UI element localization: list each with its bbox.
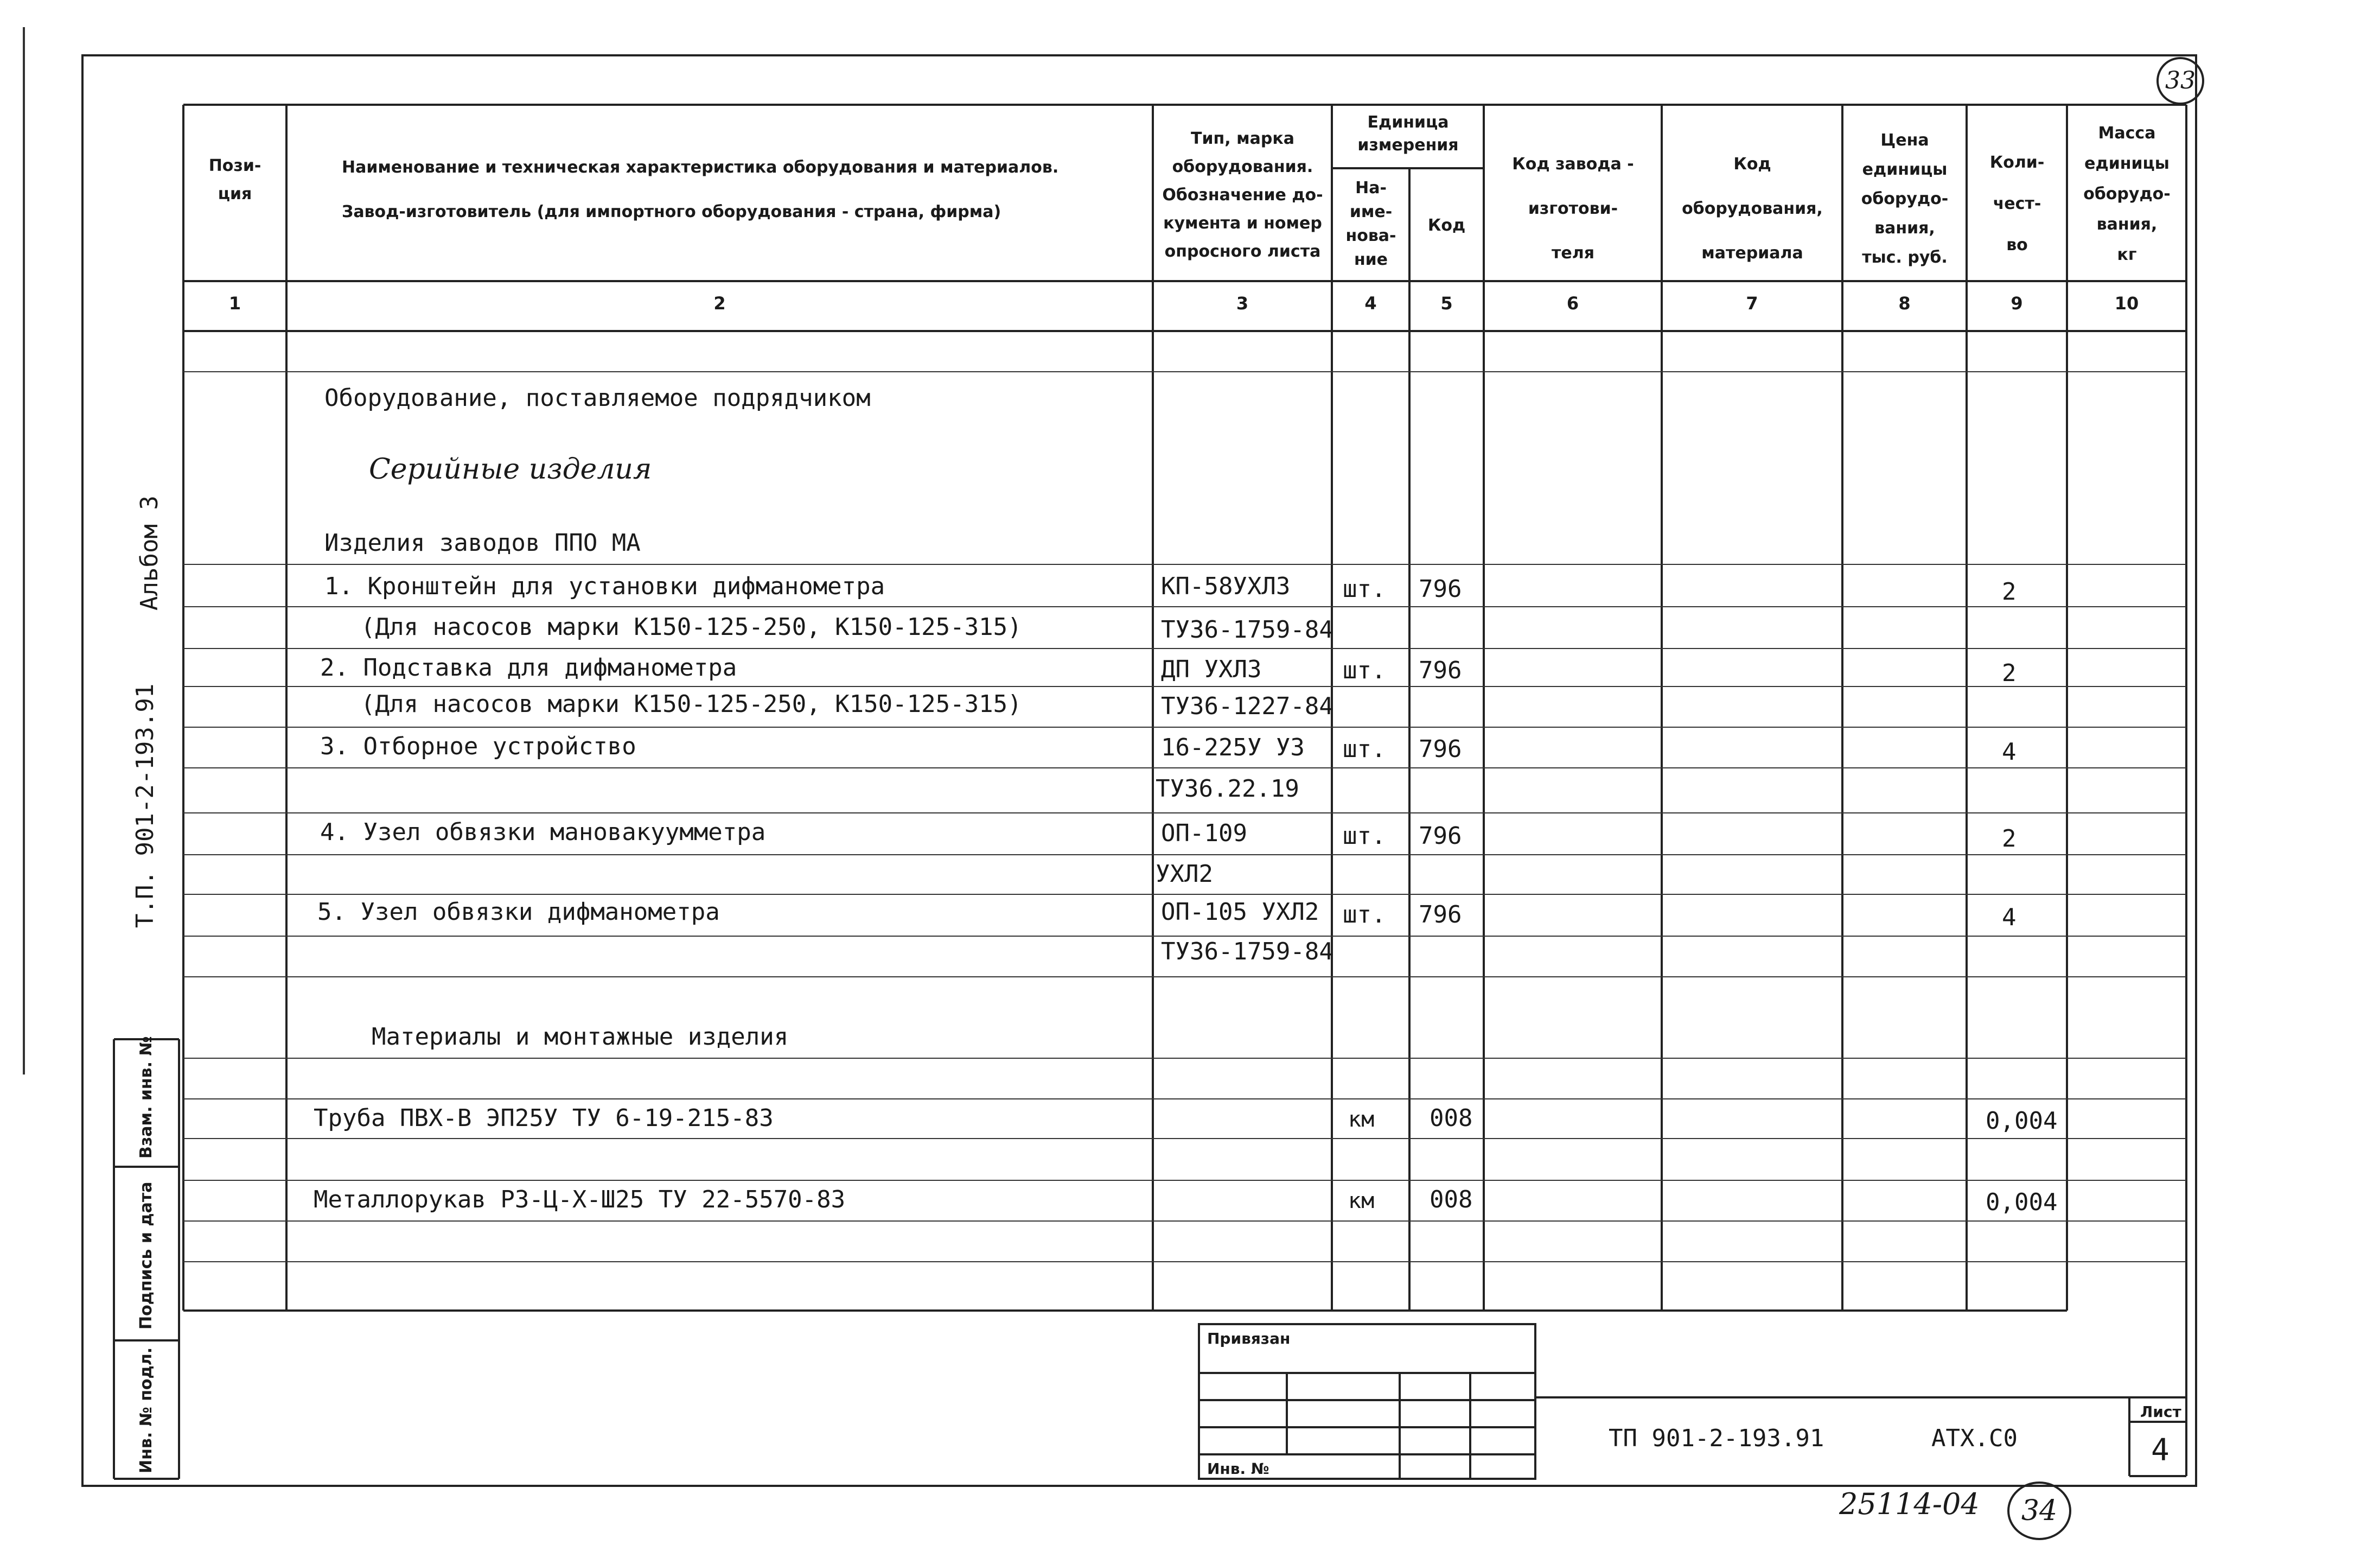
material-2-name: Металлорукав Р3-Ц-Х-Ш25 ТУ 22-5570-83 [314, 1186, 846, 1213]
material-2-unit: км [1348, 1188, 1375, 1213]
header-col7-line2: оборудования, [1682, 199, 1823, 218]
header-col7-line1: Код [1733, 155, 1771, 174]
side-vzam: Взам. инв. № [137, 1036, 156, 1159]
row-3-qty: 2 [2002, 659, 2017, 687]
row-5-qty: 4 [2002, 738, 2017, 766]
section-materials: Материалы и монтажные изделия [372, 1023, 789, 1051]
row-7-type: ОП-109 [1161, 819, 1247, 847]
colnum-1: 1 [228, 293, 241, 314]
row-5-name: 3. Отборное устройство [320, 733, 636, 760]
archive-number: 25114-04 [1839, 1487, 1980, 1521]
header-col10 [2069, 118, 2185, 270]
colnum-7: 7 [1746, 293, 1758, 314]
header-col1 [184, 152, 285, 208]
header-col8-line5: тыс. руб. [1862, 248, 1948, 267]
row-2-type: ТУ36-1759-84 [1161, 616, 1333, 644]
header-col6 [1485, 142, 1661, 276]
header-col6-line3: теля [1552, 244, 1594, 263]
header-col8-line4: вания, [1874, 219, 1935, 238]
header-col7 [1663, 142, 1841, 276]
row-1-name: 1. Кронштейн для установки дифманометра [324, 573, 885, 600]
row-7-unit: шт. [1343, 822, 1386, 850]
header-col10-line5: кг [2117, 245, 2137, 264]
header-col5: Код [1427, 216, 1466, 235]
header-units-line1: Единица [1367, 113, 1449, 132]
colnum-2: 2 [713, 293, 726, 314]
header-col4-line4: ние [1354, 250, 1388, 269]
header-col3 [1154, 125, 1331, 266]
row-1-type: КП-58УХЛ3 [1161, 573, 1291, 600]
material-1-name: Труба ПВХ-В ЭП25У ТУ 6-19-215-83 [314, 1104, 774, 1132]
stamp-privyazan: Привязан [1207, 1330, 1291, 1347]
header-col3-line2: оборудования. [1172, 157, 1313, 176]
colnum-3: 3 [1236, 293, 1249, 314]
colnum-5: 5 [1440, 293, 1453, 314]
header-col8 [1844, 126, 1966, 272]
stamp-inv-no: Инв. № [1207, 1460, 1269, 1478]
header-col2-line2: Завод-изготовитель (для импортного оборудования - страна, фирма) [342, 202, 1001, 221]
row-6-type: ТУ36.22.19 [1156, 775, 1299, 803]
stamp-sheet-label: Лист [2140, 1403, 2181, 1421]
header-col3-line3: Обозначение до- [1162, 186, 1323, 205]
header-col7-line3: материала [1701, 244, 1803, 263]
header-col8-line2: единицы [1862, 160, 1948, 179]
row-1-unit: шт. [1343, 575, 1386, 603]
row-7-code: 796 [1419, 822, 1462, 850]
row-9-type: ОП-105 УХЛ2 [1161, 898, 1319, 926]
header-col6-line2: изготови- [1528, 199, 1618, 218]
header-col6-line1: Код завода - [1512, 155, 1634, 174]
header-col9-line1: Коли- [1989, 153, 2045, 172]
row-9-name: 5. Узел обвязки дифманометра [317, 898, 720, 926]
header-col9 [1968, 142, 2066, 266]
row-3-code: 796 [1419, 657, 1462, 684]
header-col10-line3: оборудо- [2083, 185, 2171, 204]
row-4-type: ТУ36-1227-84 [1161, 692, 1333, 720]
colnum-10: 10 [2114, 293, 2139, 314]
row-2-name: (Для насосов марки К150-125-250, К150-125-315) [361, 613, 1022, 641]
header-units-group [1333, 111, 1483, 157]
header-col4-line1: На- [1355, 179, 1387, 198]
header-col4-line3: нова- [1345, 226, 1396, 245]
header-col10-line1: Масса [2098, 124, 2156, 143]
row-3-unit: шт. [1343, 657, 1386, 684]
row-4-name: (Для насосов марки К150-125-250, К150-125-315) [361, 690, 1022, 718]
material-1-code: 008 [1430, 1104, 1473, 1132]
material-2-code: 008 [1430, 1186, 1473, 1213]
page-number-top: 33 [2156, 57, 2204, 105]
material-2-qty: 0,004 [1986, 1188, 2058, 1216]
header-col2 [293, 145, 1199, 234]
colnum-9: 9 [2011, 293, 2023, 314]
material-1-qty: 0,004 [1986, 1107, 2058, 1135]
stamp-doc-code: ТП 901-2-193.91 [1609, 1425, 1824, 1452]
header-col4-line2: име- [1349, 202, 1393, 221]
header-col3-line1: Тип, марка [1191, 129, 1294, 148]
header-col3-line5: опросного листа [1164, 242, 1321, 261]
side-signature: Подпись и дата [137, 1181, 156, 1330]
header-col9-line3: во [2006, 236, 2028, 255]
row-1-code: 796 [1419, 575, 1462, 603]
header-col1-line2: ция [218, 185, 252, 204]
section-supplied: Оборудование, поставляемое подрядчиком [324, 384, 871, 412]
row-8-type: УХЛ2 [1156, 860, 1213, 888]
colnum-4: 4 [1364, 293, 1377, 314]
row-7-name: 4. Узел обвязки мановакуумметра [320, 818, 766, 846]
row-5-unit: шт. [1343, 735, 1386, 763]
row-9-code: 796 [1419, 901, 1462, 929]
header-units-line2: измерения [1357, 136, 1459, 155]
colnum-8: 8 [1898, 293, 1911, 314]
header-col10-line2: единицы [2084, 154, 2170, 173]
row-10-type: ТУ36-1759-84 [1161, 938, 1333, 965]
page-number-bottom: 34 [2007, 1482, 2071, 1540]
stamp-sheet-number: 4 [2151, 1433, 2170, 1468]
row-9-unit: шт. [1343, 901, 1386, 929]
row-1-qty: 2 [2002, 578, 2017, 606]
row-5-type: 16-225У У3 [1161, 734, 1305, 761]
header-col10-line4: вания, [2096, 215, 2158, 234]
side-doc: Т.П. 901-2-193.91 [131, 683, 159, 928]
stamp-section: АТХ.С0 [1931, 1425, 2018, 1452]
colnum-6: 6 [1566, 293, 1579, 314]
row-7-qty: 2 [2002, 825, 2017, 853]
side-album: Альбом 3 [136, 495, 163, 611]
header-col1-line1: Пози- [208, 156, 261, 175]
section-factories: Изделия заводов ППО МА [324, 529, 641, 557]
row-5-code: 796 [1419, 735, 1462, 763]
row-3-type: ДП УХЛ3 [1161, 656, 1262, 683]
header-col8-line1: Цена [1880, 131, 1929, 150]
material-1-unit: км [1348, 1107, 1375, 1132]
row-3-name: 2. Подставка для дифманометра [320, 654, 737, 682]
header-col2-line1: Наименование и техническая характеристика оборудования и материалов. [342, 158, 1059, 177]
header-col8-line3: оборудо- [1861, 189, 1949, 208]
header-col4 [1333, 176, 1408, 272]
header-col3-line4: кумента и номер [1163, 214, 1322, 233]
section-serial: Серийные изделия [369, 453, 652, 486]
header-col9-line2: чест- [1993, 194, 2041, 213]
side-inv: Инв. № подл. [137, 1347, 156, 1473]
row-9-qty: 4 [2002, 904, 2017, 931]
